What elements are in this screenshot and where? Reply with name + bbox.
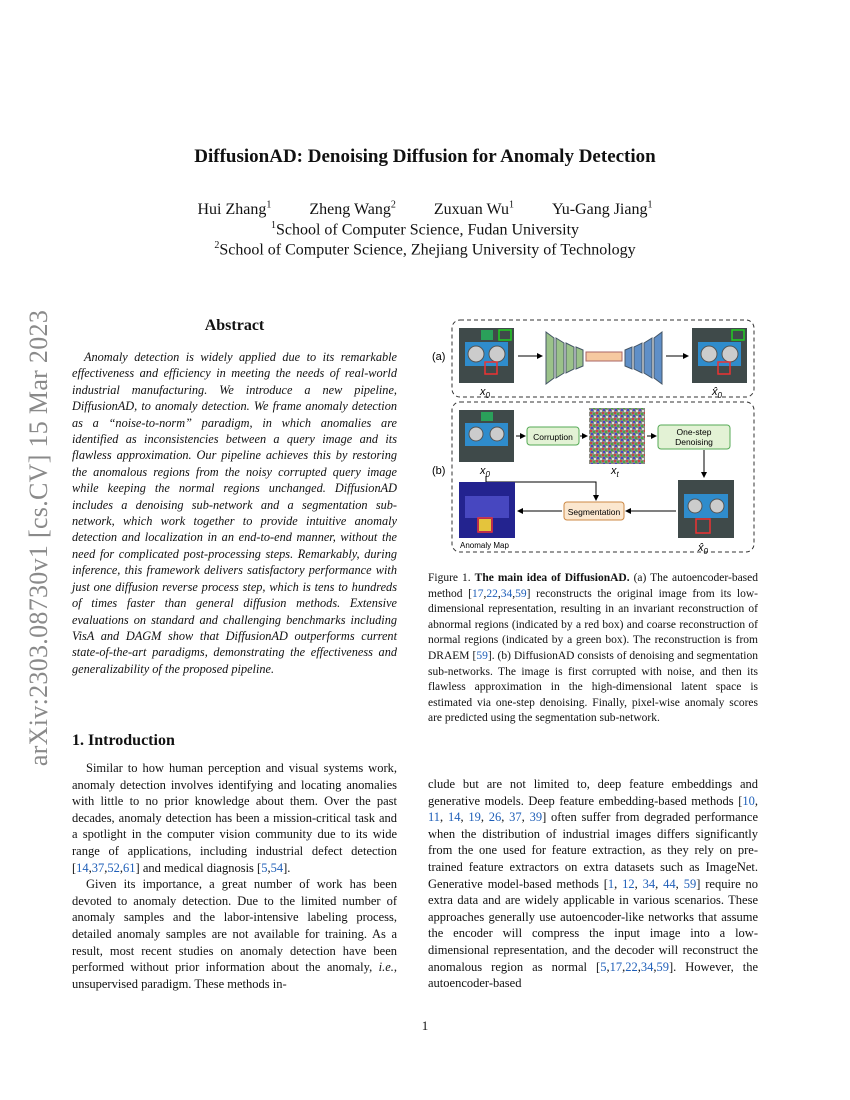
figure-diagram	[428, 316, 758, 556]
x0-label-a: $x_0$	[480, 386, 490, 400]
decoder-icon	[625, 332, 662, 384]
intro-column-left	[72, 760, 397, 992]
arxiv-sidebar	[22, 290, 56, 785]
affiliation: $^2$School of Computer Science, Zhejiang University of Technology	[214, 240, 636, 259]
author-list	[0, 200, 850, 219]
xt-label: $x_t$	[611, 465, 619, 479]
author: Yu-Gang Jiang$^1$	[551, 200, 653, 219]
affiliation: $^1$School of Computer Science, Fudan University	[270, 220, 580, 239]
input-image-a	[459, 328, 514, 383]
author: Zuxuan Wu$^1$	[433, 200, 514, 219]
encoder-icon	[546, 332, 583, 384]
corruption-label: Corruption	[533, 432, 573, 442]
section-heading-introduction: 1. Introduction	[72, 732, 175, 749]
x0-label-b: $x_0$	[480, 465, 490, 479]
input-image-b	[459, 410, 514, 462]
abstract-heading: Abstract	[204, 317, 265, 334]
intro-column-right	[428, 776, 758, 992]
noisy-image	[589, 408, 645, 464]
arxiv-id: arXiv:2303.08730v1 [cs.CV] 15 Mar 2023	[24, 309, 53, 766]
segmentation-label: Segmentation	[567, 507, 621, 517]
panel-b-label: (b)	[432, 465, 446, 477]
figure-1	[428, 316, 758, 556]
latent-icon	[586, 352, 622, 361]
paragraph: clude but are not limited to, deep feature embeddings and generative models. Deep feature embedding-based methods [10, 11, 14, 19, 26, 37, 39] often suffer from degraded performance when the distribution of industrial images differs significantly from the one used for feature extraction, as they rely on pre-trained feature extractors on extra datasets such as ImageNet. Generative model-based methods [1, 12, 34, 44, 59] require no extra data and are widely applicable in various scenarios. These approaches generally use autoencoder-like networks that assume the encoder will compress the input image into a low-dimensional representation, and the decoder will reconstruct the anomalous region as normal [5,17,22,34,59]. However, the autoencoder-based	[428, 777, 759, 991]
abstract-text: Anomaly detection is widely applied due to its remarkable effectiveness and efficiency in meeting the needs of real-world industrial manufacturing. We introduce a new pipeline, DiffusionAD, to anomaly detection. We frame anomaly detection as a “noise-to-norm” paradigm, in which anomalies are identified as inconsistencies between a query image and its flawless approximation. Our pipeline achieves this by restoring the anomalous regions from the noisy corrupted query image while keeping the normal regions unchanged. DiffusionAD includes a denoising sub-network and a segmentation sub-network, which work together to provide intuitive anomaly detection and localization in an end-to-end manner, without the need for complicated post-processing steps. Remarkably, during inference, this framework delivers satisfactory performance with just one diffusion reverse process step, which is tens to hundreds of times faster than general diffusion methods. Extensive evaluations on standard and challenging benchmarks including VisA and DAGM show that DiffusionAD outperforms current state-of-the-art paradigms, demonstrating the effectiveness and generalizability of the proposed pipeline.	[72, 350, 397, 676]
paragraph: Given its importance, a great number of work has been devoted to anomaly detection. Due to the limited number of anomaly samples and the labor-intensive labeling process, detailed anomaly samples are not available for training. As a result, most recent studies on anomaly detection have been performed without prior information about the anomaly, i.e., unsupervised paradigm. These methods in-	[72, 877, 397, 991]
page-number: 1	[421, 1018, 429, 1033]
denoising-label-1: One-step	[676, 427, 712, 437]
denoised-image	[678, 480, 734, 538]
figure-caption: Figure 1. The main idea of DiffusionAD. (a) The autoencoder-based method [17,22,34,59] reconstructs the original image from its low-dimensional representation, resulting in an invariant reconstruction of abnormal regions (indicated by a red box) and coarse reconstruction of normal regions (indicated by a green box). The reconstruction is from DRAEM [59]. (b) DiffusionAD consists of denoising and segmentation sub-networks. The image is first corrupted with noise, and then its flawless approximation in the high-dimensional latent space is estimated via one-step denoising. Finally, pixel-wise anomaly scores are predicted using the segmentation sub-network.	[428, 572, 759, 725]
reconstruction-image-a	[692, 328, 747, 383]
panel-a-label: (a)	[432, 351, 446, 363]
x0hat-label-b: $x̂_0$	[698, 542, 708, 556]
anomaly-map-label: Anomaly Map	[460, 541, 509, 550]
paper-title: DiffusionAD: Denoising Diffusion for Anomaly Detection	[194, 146, 656, 167]
author: Hui Zhang$^1$	[197, 200, 272, 219]
paragraph: Similar to how human perception and visual systems work, anomaly detection involves identifying and locating anomalies with little to no prior knowledge about them. Over the past decades, anomaly detection has been a mission-critical task and a spotlight in the computer vision community due to its wide range of applications, including industrial defect detection [14,37,52,61] and medical diagnosis [5,54].	[72, 761, 397, 875]
author: Zheng Wang$^2$	[309, 200, 396, 219]
anomaly-map-image	[459, 482, 515, 538]
x0hat-label-a: $x̂_0$	[712, 386, 722, 400]
denoising-label-2: Denoising	[675, 437, 713, 447]
